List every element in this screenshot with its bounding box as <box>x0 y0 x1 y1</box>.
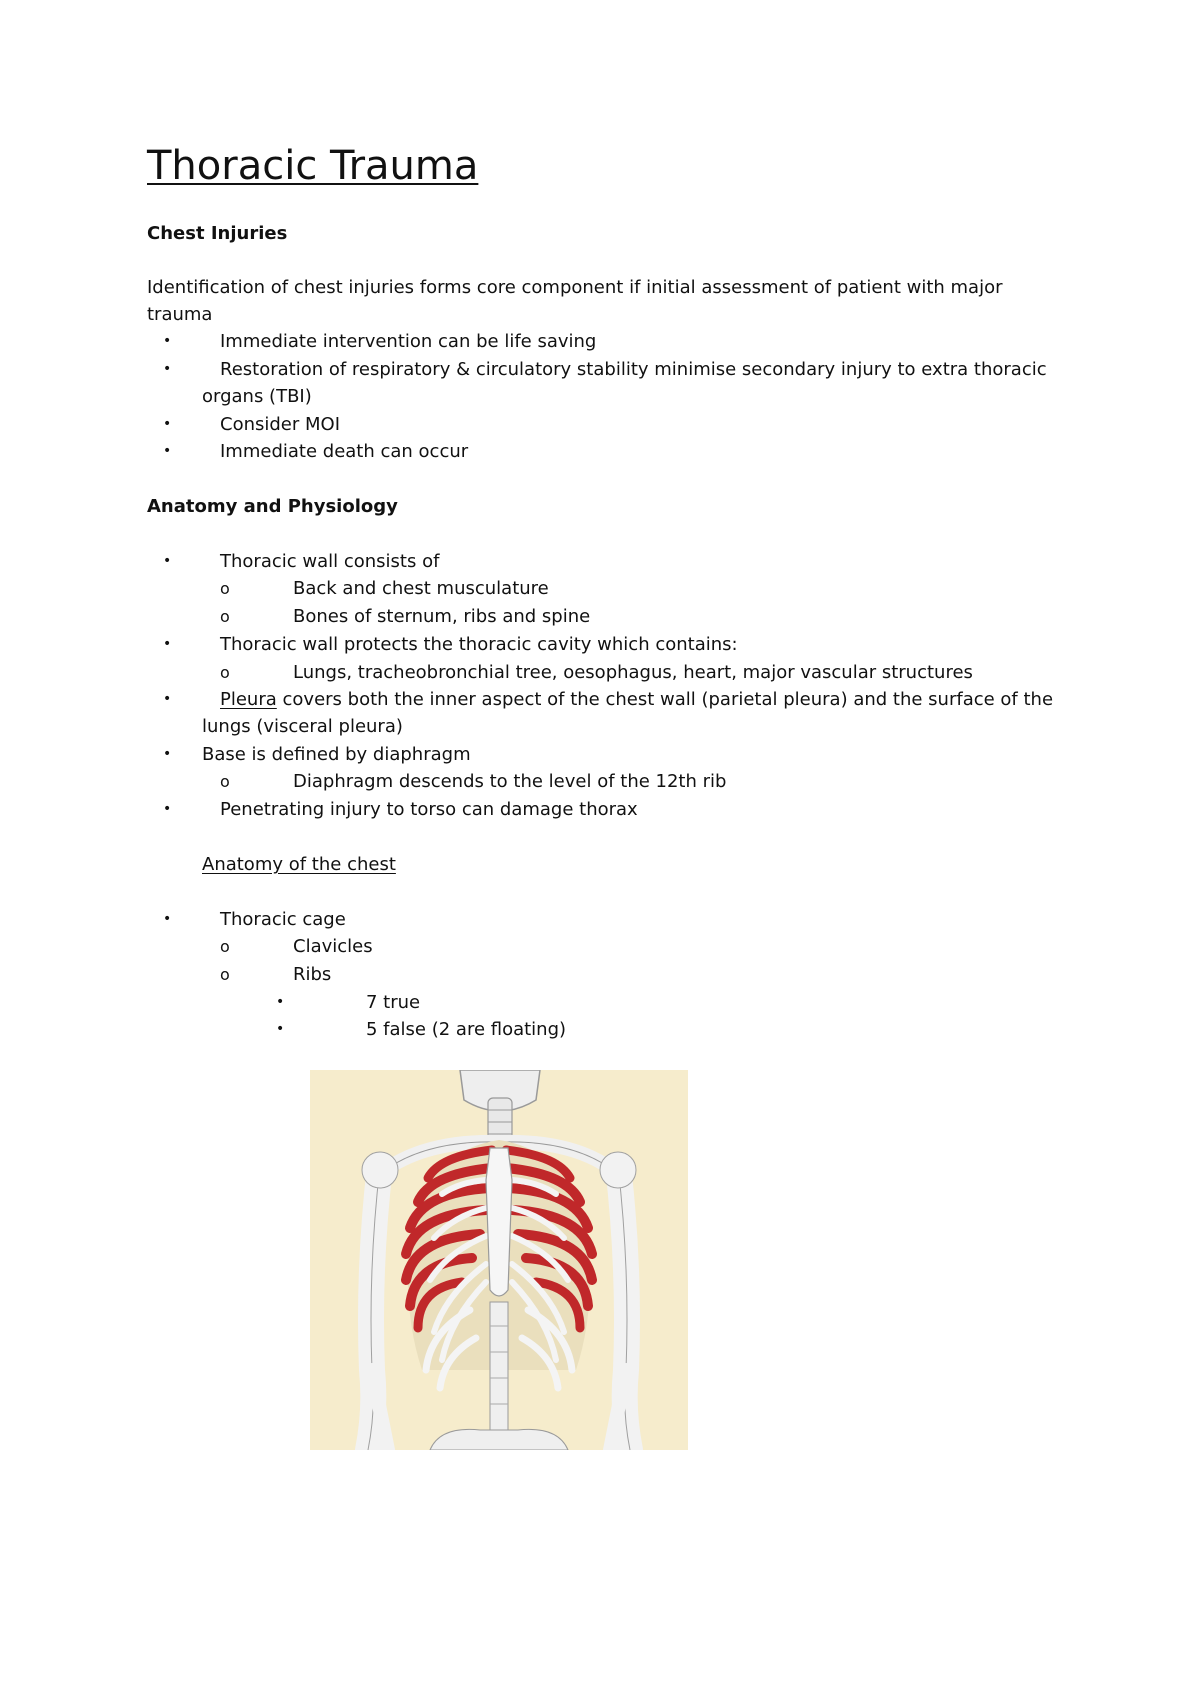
paragraph-line: Identification of chest injuries forms core component if initial assessment of patient with major <box>147 277 1003 298</box>
sub-bullet-icon: o <box>220 937 230 956</box>
list-item: Thoracic wall protects the thoracic cavity which contains: <box>220 634 738 655</box>
sub-list-item: Ribs <box>293 964 332 985</box>
sub-sub-list-item: 7 true <box>366 992 421 1013</box>
bullet-icon: • <box>163 746 172 762</box>
bullet-icon: • <box>163 691 172 707</box>
sub-bullet-icon: o <box>220 772 230 791</box>
list-item: Thoracic wall consists of <box>220 551 440 572</box>
sub-list-item: Bones of sternum, ribs and spine <box>293 606 591 627</box>
sub-bullet-icon: o <box>220 663 230 682</box>
bullet-icon: • <box>163 553 172 569</box>
page-title: Thoracic Trauma <box>147 143 479 189</box>
sub-list-item: Clavicles <box>293 936 373 957</box>
pleura-description: covers both the inner aspect of the chest wall (parietal pleura) and the surface of the <box>276 689 1054 710</box>
list-item: Thoracic cage <box>220 909 346 930</box>
list-item: Restoration of respiratory & circulatory stability minimise secondary injury to extra thoracic <box>220 359 1047 380</box>
bullet-icon: • <box>163 443 172 459</box>
list-item <box>220 686 1053 713</box>
section-heading-anatomy-physiology: Anatomy and Physiology <box>147 496 398 517</box>
sub-bullet-icon: o <box>220 965 230 984</box>
bullet-icon: • <box>163 333 172 349</box>
paragraph-line: trauma <box>147 304 213 325</box>
list-item: Consider MOI <box>220 414 340 435</box>
sub-list-item: Lungs, tracheobronchial tree, oesophagus, heart, major vascular structures <box>293 662 973 683</box>
sub-sub-bullet-icon: • <box>276 994 285 1010</box>
bullet-icon: • <box>163 416 172 432</box>
section-heading-chest-injuries: Chest Injuries <box>147 223 288 244</box>
subheading-anatomy-of-chest: Anatomy of the chest <box>202 854 396 875</box>
sub-bullet-icon: o <box>220 607 230 626</box>
list-item: Penetrating injury to torso can damage thorax <box>220 799 638 820</box>
list-item: Base is defined by diaphragm <box>202 744 471 765</box>
thoracic-cage-illustration <box>310 1070 688 1450</box>
list-item: Immediate intervention can be life saving <box>220 331 597 352</box>
sub-sub-list-item: 5 false (2 are floating) <box>366 1019 567 1040</box>
bullet-icon: • <box>163 801 172 817</box>
bullet-icon: • <box>163 911 172 927</box>
sub-bullet-icon: o <box>220 579 230 598</box>
list-item-continuation: organs (TBI) <box>202 386 312 407</box>
bullet-icon: • <box>163 361 172 377</box>
pleura-term: Pleura <box>220 689 277 710</box>
list-item: Immediate death can occur <box>220 441 469 462</box>
list-item-continuation: lungs (visceral pleura) <box>202 716 403 737</box>
sub-list-item: Back and chest musculature <box>293 578 549 599</box>
bullet-icon: • <box>163 636 172 652</box>
sub-list-item: Diaphragm descends to the level of the 12th rib <box>293 771 727 792</box>
sub-sub-bullet-icon: • <box>276 1021 285 1037</box>
